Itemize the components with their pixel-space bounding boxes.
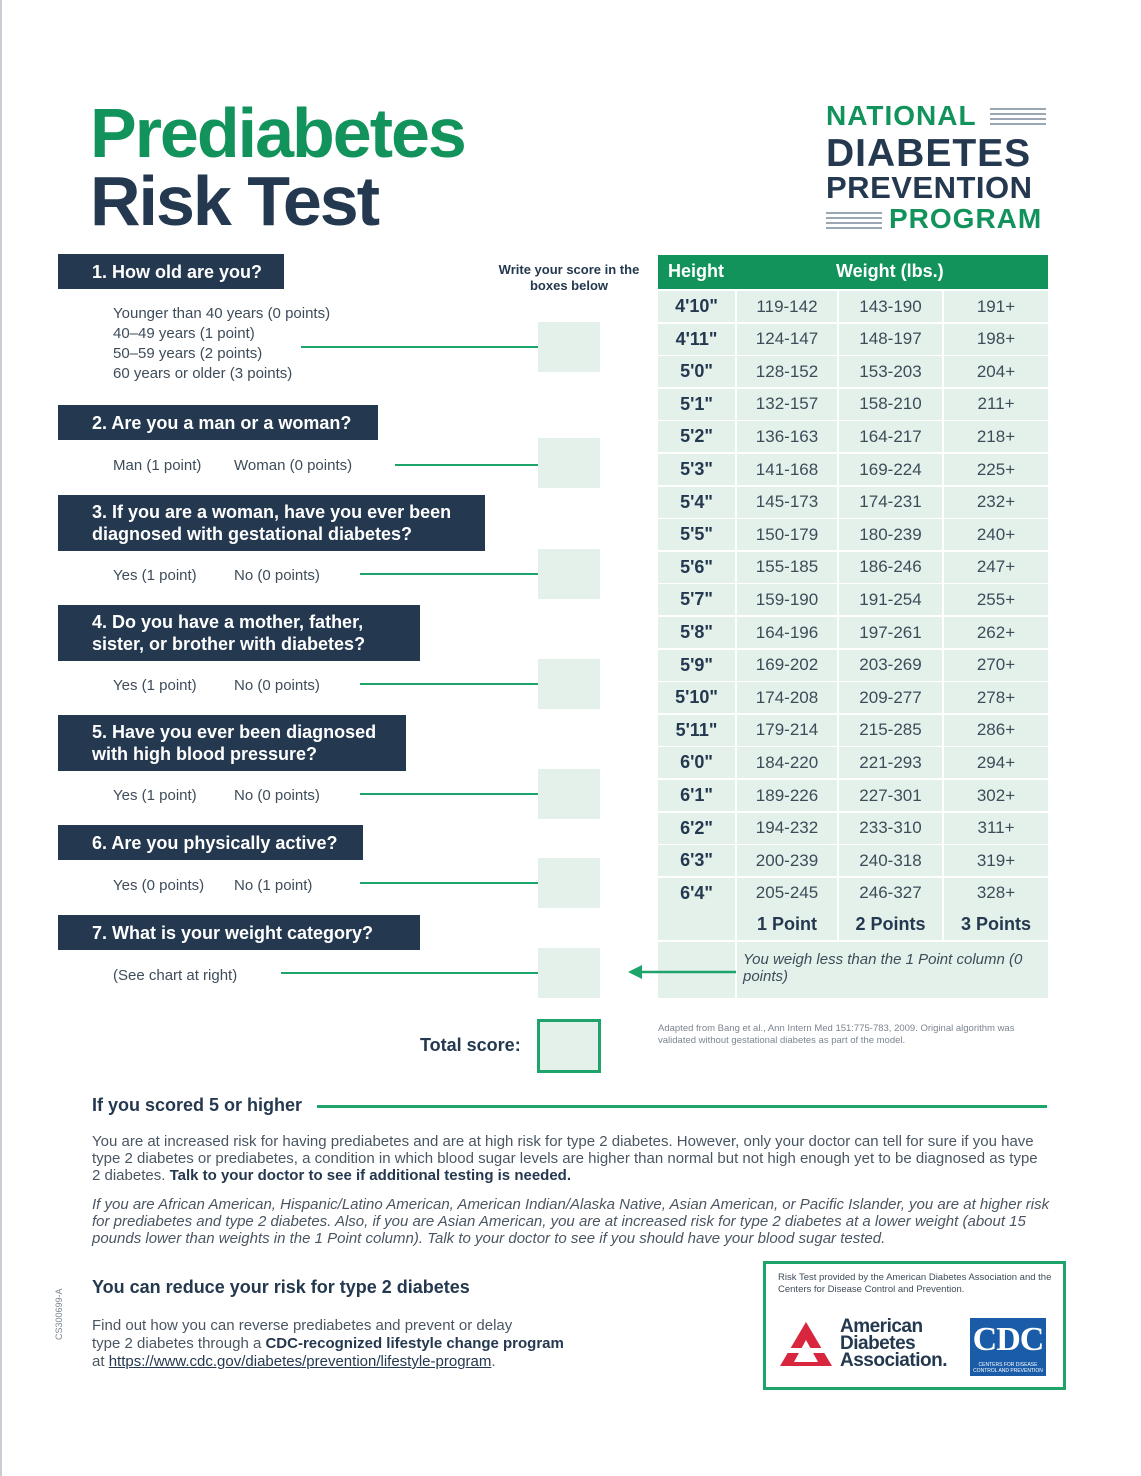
- height-cell: 6'2": [658, 813, 735, 844]
- q7-leader-line: [281, 972, 539, 974]
- question-3-label: 3. If you are a woman, have you ever been diagnosed with gestational diabetes?: [92, 502, 452, 544]
- q4-score-box[interactable]: [538, 659, 600, 709]
- question-3-bar: [58, 495, 485, 551]
- weight-cell: 205-245: [737, 878, 837, 909]
- weight-cell: 255+: [944, 584, 1048, 615]
- weight-cell: 294+: [944, 747, 1048, 778]
- weight-cell: 203-269: [839, 650, 942, 681]
- weight-cell: 174-208: [737, 682, 837, 713]
- q4-option-1: Yes (1 point): [113, 677, 197, 694]
- table-row: [658, 389, 1048, 420]
- q7-score-box[interactable]: [538, 948, 600, 998]
- q5-leader-line: [360, 793, 539, 795]
- height-cell: 5'11": [658, 715, 735, 746]
- weight-cell: 153-203: [839, 356, 942, 387]
- q1-score-box[interactable]: [538, 322, 600, 372]
- q5-option-2: No (0 points): [234, 787, 320, 804]
- total-score-label: Total score:: [420, 1035, 521, 1055]
- q1-option-1: Younger than 40 years (0 points): [113, 305, 331, 322]
- weight-cell: 215-285: [839, 715, 942, 746]
- weight-cell: 155-185: [737, 552, 837, 583]
- weight-cell: 328+: [944, 878, 1048, 909]
- weight-cell: 246-327: [839, 878, 942, 909]
- weight-cell: 180-239: [839, 519, 942, 550]
- q4-leader-line: [360, 683, 539, 685]
- title-line1: Prediabetes: [90, 94, 465, 172]
- weight-cell: 169-224: [839, 454, 942, 485]
- height-cell: 5'5": [658, 519, 735, 550]
- height-cell: 5'0": [658, 356, 735, 387]
- table-row: [658, 747, 1048, 778]
- table-row: [658, 552, 1048, 583]
- logo-program: PROGRAM: [889, 203, 1043, 234]
- question-2-label: 2. Are you a man or a woman?: [92, 412, 352, 433]
- weight-cell: 227-301: [839, 780, 942, 811]
- table-row: [658, 878, 1048, 909]
- weight-cell: 311+: [944, 813, 1048, 844]
- weight-cell: 198+: [944, 324, 1048, 355]
- table-row: [658, 617, 1048, 648]
- table-row: [658, 682, 1048, 713]
- points-1: 1 Point: [737, 909, 837, 940]
- height-cell: 5'1": [658, 389, 735, 420]
- ada-line-1: American: [840, 1316, 923, 1337]
- reduce-line-2: [92, 1335, 742, 1353]
- page-edge-rule: [0, 0, 2, 1476]
- table-row: [658, 780, 1048, 811]
- scored-para1-text: You are at increased risk for having prediabetes and are at high risk for type 2 diabetes. However, only your doctor can tell for sure if you have type 2 diabetes or prediabetes, a condition in which blood sugar levels are higher than normal but not high enough yet to be diagnosed as type 2 diabetes.: [92, 1133, 1038, 1184]
- points-row-blank: [658, 909, 735, 940]
- weight-cell: 319+: [944, 845, 1048, 876]
- q2-option-2: Woman (0 points): [234, 457, 353, 474]
- q2-option-1: Man (1 point): [113, 457, 202, 474]
- logo-lines-bottom: [826, 212, 882, 232]
- height-cell: 4'11": [658, 324, 735, 355]
- height-cell: 5'9": [658, 650, 735, 681]
- weight-cell: 225+: [944, 454, 1048, 485]
- table-row: [658, 454, 1048, 485]
- weight-cell: 174-231: [839, 487, 942, 518]
- q5-score-box[interactable]: [538, 769, 600, 819]
- height-cell: 4'10": [658, 291, 735, 322]
- q4-option-2: No (0 points): [234, 677, 320, 694]
- reduce-line-3-prefix: at: [92, 1353, 109, 1370]
- weight-cell: 200-239: [737, 845, 837, 876]
- q2-leader-line: [395, 464, 539, 466]
- scored-para1-bold: Talk to your doctor to see if additional testing is needed.: [169, 1167, 572, 1184]
- weight-cell: 191-254: [839, 584, 942, 615]
- weight-cell: 194-232: [737, 813, 837, 844]
- weight-cell: 218+: [944, 421, 1048, 452]
- table-row: [658, 845, 1048, 876]
- title-line2: Risk Test: [90, 162, 379, 240]
- total-score-box[interactable]: [537, 1019, 601, 1073]
- scored-paragraph-1: [92, 1133, 1050, 1184]
- height-cell: 6'4": [658, 878, 735, 909]
- weight-cell: 204+: [944, 356, 1048, 387]
- table-row: [658, 487, 1048, 518]
- ada-logo-text: [840, 1318, 947, 1369]
- weight-cell: 150-179: [737, 519, 837, 550]
- ada-line-3: Association.: [840, 1350, 947, 1371]
- points-row: [658, 909, 1048, 940]
- points-3: 3 Points: [944, 909, 1048, 940]
- scored-heading-rule: [317, 1105, 1047, 1108]
- weight-cell: 119-142: [737, 291, 837, 322]
- weight-cell: 232+: [944, 487, 1048, 518]
- height-cell: 6'3": [658, 845, 735, 876]
- weight-cell: 247+: [944, 552, 1048, 583]
- question-5-label: 5. Have you ever been diagnosed with high blood pressure?: [92, 722, 377, 764]
- weight-cell: 197-261: [839, 617, 942, 648]
- weight-cell: 189-226: [737, 780, 837, 811]
- weight-table-header: [658, 255, 1048, 289]
- weight-cell: 240-318: [839, 845, 942, 876]
- question-6-bar: [58, 825, 363, 860]
- weight-cell: 164-196: [737, 617, 837, 648]
- reduce-heading: You can reduce your risk for type 2 diabetes: [92, 1277, 470, 1297]
- weight-cell: 302+: [944, 780, 1048, 811]
- table-row: [658, 650, 1048, 681]
- table-row: [658, 813, 1048, 844]
- weight-cell: 286+: [944, 715, 1048, 746]
- weight-cell: 211+: [944, 389, 1048, 420]
- weight-cell: 240+: [944, 519, 1048, 550]
- height-cell: 5'10": [658, 682, 735, 713]
- credit-text: Risk Test provided by the American Diabetes Association and the Centers for Disease Control and Prevention.: [778, 1272, 1052, 1295]
- question-5-bar: [58, 715, 406, 771]
- table-row: [658, 291, 1048, 322]
- weight-cell: 233-310: [839, 813, 942, 844]
- reduce-line-2-text: type 2 diabetes through a: [92, 1335, 266, 1352]
- logo-lines-top: [990, 108, 1046, 128]
- points-2: 2 Points: [839, 909, 942, 940]
- q3-score-box[interactable]: [538, 549, 600, 599]
- weight-cell: 145-173: [737, 487, 837, 518]
- weight-cell: 186-246: [839, 552, 942, 583]
- cdc-sub-2: CONTROL AND PREVENTION: [973, 1368, 1043, 1374]
- table-row: [658, 519, 1048, 550]
- q5-option-1: Yes (1 point): [113, 787, 197, 804]
- question-7-label: 7. What is your weight category?: [92, 922, 374, 943]
- logo-prevention: PREVENTION: [826, 170, 1033, 205]
- scored-paragraph-2: If you are African American, Hispanic/Latino American, American Indian/Alaska Native, Asian American, or Pacific Islander, you are at higher risk for prediabetes and type 2 diabetes. Also, if you are Asian American, you are at increased risk for type 2 diabetes at a lower weight (about 15 pounds lower than weights in the 1 Point column). Talk to your doctor to see if you should have your blood sugar tested.: [92, 1196, 1050, 1247]
- ada-line-2: Diabetes: [840, 1333, 916, 1354]
- q1-option-3: 50–59 years (2 points): [113, 345, 263, 362]
- height-cell: 6'0": [658, 747, 735, 778]
- logo-diabetes: DIABETES: [826, 132, 1032, 175]
- cdc-logo-subtext: [970, 1362, 1046, 1374]
- under-row-cell: [737, 942, 1048, 998]
- q1-option-2: 40–49 years (1 point): [113, 325, 255, 342]
- weight-cell: 141-168: [737, 454, 837, 485]
- question-1-bar: [58, 254, 284, 289]
- lifestyle-program-link[interactable]: https://www.cdc.gov/diabetes/prevention/lifestyle-program: [108, 1353, 492, 1370]
- q6-option-2: No (1 point): [234, 877, 313, 894]
- reduce-program-bold: CDC-recognized lifestyle change program: [265, 1335, 564, 1352]
- q3-leader-line: [360, 573, 539, 575]
- table-row: [658, 584, 1048, 615]
- weight-cell: 179-214: [737, 715, 837, 746]
- weight-cell: 128-152: [737, 356, 837, 387]
- weight-cell: 148-197: [839, 324, 942, 355]
- weight-cell: 262+: [944, 617, 1048, 648]
- q1-leader-line: [301, 346, 539, 348]
- weight-cell: 159-190: [737, 584, 837, 615]
- q6-leader-line: [360, 882, 539, 884]
- height-cell: 5'3": [658, 454, 735, 485]
- logo-national: NATIONAL: [826, 100, 977, 131]
- reduce-line-1: Find out how you can reverse prediabetes and prevent or delay: [92, 1317, 513, 1334]
- weight-cell: 158-210: [839, 389, 942, 420]
- q1-option-4: 60 years or older (3 points): [113, 365, 293, 382]
- cdc-sub-1: CENTERS FOR DISEASE: [978, 1362, 1038, 1368]
- under-note: You weigh less than the 1 Point column (0 points): [743, 951, 1023, 985]
- weight-cell: 184-220: [737, 747, 837, 778]
- height-cell: 5'4": [658, 487, 735, 518]
- weight-cell: 143-190: [839, 291, 942, 322]
- header-weight: Weight (lbs.): [836, 261, 944, 281]
- weight-cell: 270+: [944, 650, 1048, 681]
- scored-heading: If you scored 5 or higher: [92, 1095, 303, 1115]
- question-2-bar: [58, 405, 378, 440]
- document-code: CS300699-A: [54, 1288, 64, 1340]
- reduce-paragraph: [92, 1317, 742, 1371]
- cdc-logo: [970, 1318, 1046, 1376]
- weight-cell: 191+: [944, 291, 1048, 322]
- header-height: Height: [668, 261, 724, 281]
- q6-option-1: Yes (0 points): [113, 877, 205, 894]
- q3-option-1: Yes (1 point): [113, 567, 197, 584]
- weight-cell: 124-147: [737, 324, 837, 355]
- weight-cell: 132-157: [737, 389, 837, 420]
- arrow-left-icon: [626, 963, 738, 981]
- write-score-note: Write your score in the boxes below: [498, 262, 640, 293]
- question-7-bar: [58, 915, 420, 950]
- height-cell: 5'6": [658, 552, 735, 583]
- height-cell: 6'1": [658, 780, 735, 811]
- weight-cell: 209-277: [839, 682, 942, 713]
- height-cell: 5'8": [658, 617, 735, 648]
- adapted-note: Adapted from Bang et al., Ann Intern Med 151:775-783, 2009. Original algorithm was validated without gestational diabetes as part of the model.: [658, 1023, 1015, 1046]
- table-row: [658, 324, 1048, 355]
- q7-option-1: (See chart at right): [113, 967, 238, 984]
- table-row: [658, 421, 1048, 452]
- weight-cell: 164-217: [839, 421, 942, 452]
- table-row: [658, 356, 1048, 387]
- height-cell: 5'7": [658, 584, 735, 615]
- reduce-line-3-suffix: .: [491, 1353, 496, 1370]
- question-4-label: 4. Do you have a mother, father, sister, or brother with diabetes?: [92, 612, 366, 654]
- reduce-line-3: [92, 1353, 742, 1371]
- question-1-label: 1. How old are you?: [92, 261, 263, 282]
- table-row: [658, 715, 1048, 746]
- question-4-bar: [58, 605, 420, 661]
- cdc-logo-text: CDC: [972, 1321, 1044, 1358]
- q6-score-box[interactable]: [538, 858, 600, 908]
- q2-score-box[interactable]: [538, 438, 600, 488]
- height-cell: 5'2": [658, 421, 735, 452]
- weight-cell: 278+: [944, 682, 1048, 713]
- q3-option-2: No (0 points): [234, 567, 320, 584]
- weight-cell: 169-202: [737, 650, 837, 681]
- weight-cell: 221-293: [839, 747, 942, 778]
- question-6-label: 6. Are you physically active?: [92, 832, 338, 853]
- ada-triangle-icon: [778, 1320, 834, 1368]
- weight-cell: 136-163: [737, 421, 837, 452]
